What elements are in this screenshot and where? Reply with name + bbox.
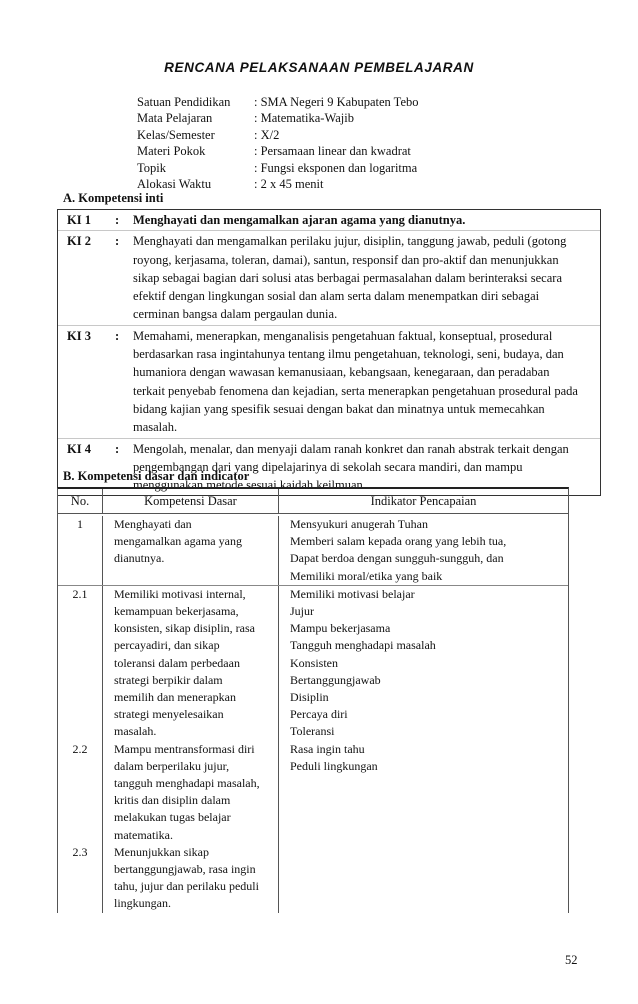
info-row xyxy=(137,160,419,176)
ki-colon: : xyxy=(115,441,120,456)
ki-line: pengembangan dari yang dipelajarinya di sekolah secara mandiri, dan mampu xyxy=(133,459,523,474)
ki-line: efektif dengan lingkungan sosial dan alam serta dalam menempatkan diri sebagai xyxy=(133,289,540,304)
indicator-line: Jujur xyxy=(290,604,314,619)
ki-line: Memahami, menerapkan, menganalisis pengetahuan faktual, konseptual, prosedural xyxy=(133,328,553,343)
kd-line: kritis dan disiplin dalam xyxy=(114,793,231,808)
indicator-line: Tangguh menghadapi masalah xyxy=(290,638,436,653)
kd-table xyxy=(57,487,569,913)
info-label: Mata Pelajaran xyxy=(137,111,213,126)
header-no: No. xyxy=(70,494,90,508)
indicator-line: Bertanggungjawab xyxy=(290,672,381,687)
ki-line: berdasarkan rasa ingintahunya tentang ilmu pengetahuan, teknologi, seni, budaya, dan xyxy=(133,347,564,362)
info-label: Kelas/Semester xyxy=(137,127,215,142)
info-row xyxy=(137,176,419,192)
ki-text xyxy=(133,211,588,229)
ki-code: KI 3 xyxy=(67,328,91,343)
kd-cell xyxy=(102,586,278,913)
indicator-line: Mensyukuri anugerah Tuhan xyxy=(290,517,428,531)
kd-line: mengamalkan agama yang xyxy=(114,534,242,549)
ki-line: humaniora dengan wawasan kemanusiaan, kebangsaan, kenegaraan, dan peradaban xyxy=(133,365,550,380)
kd-number: 2.2 xyxy=(72,741,88,756)
kd-line: strategi berpikir dalam xyxy=(114,672,223,687)
ki-line: royong, kerjasama, toleran, damai), santun, responsif dan pro-aktif dan menunjukkan xyxy=(133,252,559,267)
indicator-line: Memiliki motivasi belajar xyxy=(290,586,415,601)
ki-line: sikap sebagai bagian dari solusi atas berbagai permasalahan dalam berinteraksi secara xyxy=(133,270,562,285)
ki-code: KI 1 xyxy=(67,213,91,227)
indicator-line: Mampu bekerjasama xyxy=(290,621,391,636)
info-value: : 2 x 45 menit xyxy=(254,176,324,191)
kd-row xyxy=(58,585,568,913)
ki-line: bidang kajian yang spesifik sesuai dengan bakat dan minatnya untuk memecahkan xyxy=(133,401,545,416)
indicator-line: Konsisten xyxy=(290,655,338,670)
ki-line: Menghayati dan mengamalkan perilaku jujur, disiplin, tanggung jawab, peduli (gotong xyxy=(133,234,567,249)
ki-text xyxy=(133,327,588,437)
kd-line: matematika. xyxy=(114,827,173,842)
kd-line: dalam berperilaku jujur, xyxy=(114,758,230,773)
ki-colon: : xyxy=(115,213,120,227)
kd-row xyxy=(58,514,568,585)
kd-line: strategi menyelesaikan xyxy=(114,707,224,722)
ki-code: KI 4 xyxy=(67,441,91,456)
ki-line: cerminan bangsa dalam pergaulan dunia. xyxy=(133,307,338,322)
info-value: : X/2 xyxy=(254,127,280,142)
indicator-line: Peduli lingkungan xyxy=(290,758,378,773)
indicator-cell xyxy=(278,586,568,913)
info-value: : Fungsi eksponen dan logaritma xyxy=(254,160,418,175)
ki-colon: : xyxy=(115,234,120,249)
kd-cell xyxy=(102,516,278,585)
ki-line: masalah. xyxy=(133,420,178,435)
indicator-line: Rasa ingin tahu xyxy=(290,741,365,756)
info-block xyxy=(137,94,419,192)
ki-row xyxy=(58,210,600,230)
kd-line: tahu, jujur dan perilaku peduli xyxy=(114,879,259,894)
kd-line: Memiliki motivasi internal, xyxy=(114,586,246,601)
ki-row xyxy=(58,325,600,438)
ki-row xyxy=(58,230,600,324)
info-row xyxy=(137,110,419,126)
info-value: : Matematika-Wajib xyxy=(254,111,354,126)
kd-line: Menghayati dan xyxy=(114,517,192,531)
page-number: 52 xyxy=(565,953,578,967)
info-label: Materi Pokok xyxy=(137,144,206,159)
section-b-heading: B. Kompetensi dasar dan indicator xyxy=(63,469,250,483)
kd-header-row xyxy=(58,489,568,514)
kd-number: 1 xyxy=(77,517,83,531)
kd-line: bertanggungjawab, rasa ingin xyxy=(114,862,256,877)
info-value: : Persamaan linear dan kwadrat xyxy=(254,144,411,159)
document-title: RENCANA PELAKSANAAN PEMBELAJARAN xyxy=(164,60,474,75)
kd-line: masalah. xyxy=(114,724,157,739)
info-row xyxy=(137,143,419,159)
header-kompetensi-dasar: Kompetensi Dasar xyxy=(102,489,278,513)
ki-table xyxy=(57,209,601,496)
kd-line: lingkungan. xyxy=(114,896,171,911)
ki-line: Menghayati dan mengamalkan ajaran agama yang dianutnya. xyxy=(133,213,466,227)
kd-number: 2.3 xyxy=(72,844,88,859)
info-label: Topik xyxy=(137,160,166,175)
ki-colon: : xyxy=(115,328,120,343)
info-value: : SMA Negeri 9 Kabupaten Tebo xyxy=(254,95,419,109)
indicator-line: Memberi salam kepada orang yang lebih tua, xyxy=(290,534,507,549)
header-indikator: Indikator Pencapaian xyxy=(278,489,568,513)
info-label: Satuan Pendidikan xyxy=(137,95,231,109)
kd-line: toleransi dalam perbedaan xyxy=(114,655,240,670)
info-row xyxy=(137,94,419,110)
indicator-line: Disiplin xyxy=(290,690,329,705)
ki-line: terkait penyebab fenomena dan kejadian, serta menerapkan pengetahuan prosedural pada xyxy=(133,383,578,398)
ki-code: KI 2 xyxy=(67,234,91,249)
kd-no-cell xyxy=(58,586,102,913)
kd-line: memilih dan menerapkan xyxy=(114,690,236,705)
info-row xyxy=(137,127,419,143)
ki-line: Mengolah, menalar, dan menyaji dalam ranah konkret dan ranah abstrak terkait dengan xyxy=(133,441,569,456)
kd-line: melakukan tugas belajar xyxy=(114,810,231,825)
kd-line: Mampu mentransformasi diri xyxy=(114,741,255,756)
kd-line: kemampuan bekerjasama, xyxy=(114,604,239,619)
kd-number: 2.1 xyxy=(72,586,88,601)
ki-line: menggunakan metode sesuai kaidah keilmuan. xyxy=(133,478,366,493)
kd-line: Menunjukkan sikap xyxy=(114,844,209,859)
indicator-line: Toleransi xyxy=(290,724,335,739)
info-label: Alokasi Waktu xyxy=(137,176,212,191)
indicator-line: Dapat berdoa dengan sungguh-sungguh, dan xyxy=(290,551,504,566)
kd-block xyxy=(114,741,278,844)
section-a-heading: A. Kompetensi inti xyxy=(63,191,164,205)
kd-line: dianutnya. xyxy=(114,551,165,566)
indicator-line: Percaya diri xyxy=(290,707,348,722)
kd-line: percayadiri, dan sikap xyxy=(114,638,220,653)
kd-block xyxy=(114,844,278,913)
indicator-cell xyxy=(278,516,568,585)
indicator-line: Memiliki moral/etika yang baik xyxy=(290,568,443,583)
kd-block xyxy=(114,586,278,741)
ki-text xyxy=(133,232,588,323)
kd-line: konsisten, sikap disiplin, rasa xyxy=(114,621,255,636)
kd-no-cell xyxy=(58,516,102,585)
kd-line: tangguh menghadapi masalah, xyxy=(114,776,260,791)
